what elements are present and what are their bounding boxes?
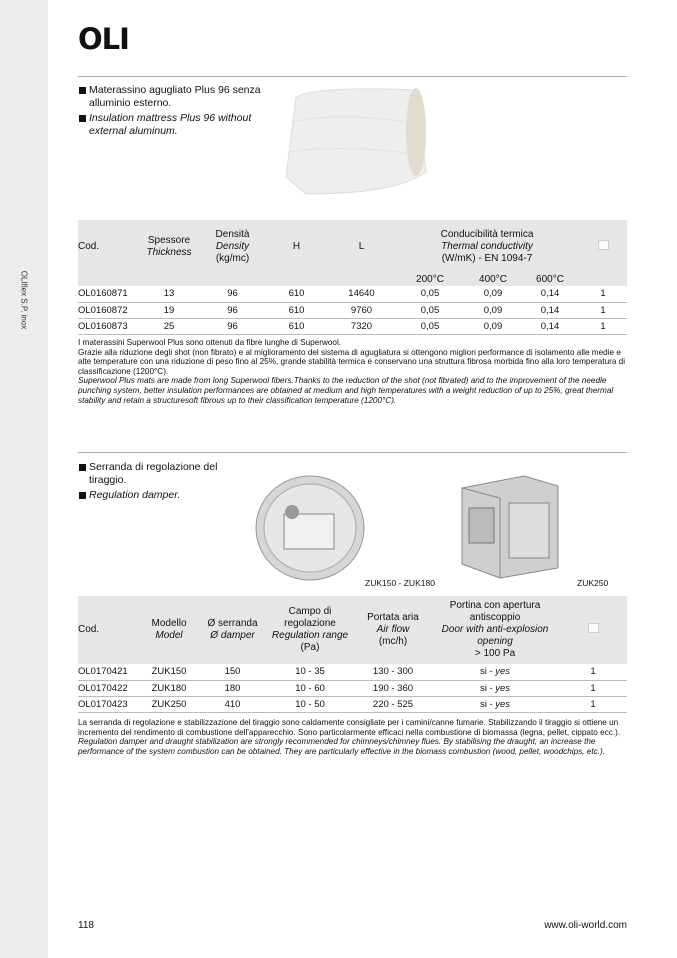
cell: 410 — [200, 696, 265, 712]
cell: OL0170421 — [78, 664, 138, 680]
table-row — [78, 286, 627, 302]
package-icon — [598, 240, 609, 250]
table-row — [78, 302, 627, 318]
cell: 25 — [138, 318, 200, 334]
cell: ZUK150 — [138, 664, 200, 680]
cell: 1 — [579, 286, 627, 302]
table-row — [78, 680, 627, 696]
cell: 130 - 300 — [355, 664, 431, 680]
page-number: 118 — [78, 920, 94, 931]
cell: 10 - 60 — [265, 680, 355, 696]
col-200: 200°C — [416, 274, 444, 285]
cell: 0,05 — [395, 286, 465, 302]
cell: 96 — [200, 302, 265, 318]
cell: 180 — [200, 680, 265, 696]
cell: 150 — [200, 664, 265, 680]
col-conductivity: Conducibilità termica Thermal conductivity (W/mK) - EN 1094-7 — [440, 229, 534, 264]
cell: 1 — [559, 680, 627, 696]
cell: ZUK250 — [138, 696, 200, 712]
package-icon — [588, 623, 599, 633]
cell: OL0160873 — [78, 318, 138, 334]
insulation-table — [78, 220, 627, 335]
damper-bullets — [78, 461, 228, 504]
description-1: I materassini Superwool Plus sono ottenuti da fibre lunghe di Superwool. Grazie alla riduzione degli shot (non fibrato) e al miglioramento del sistema di agugliatura si ottengono migliori performance di isolamento alle medie e alte temperature con una riduzione di peso fino al 25%, grande stabilità termica e conservano una struttura fibrosa morbida fino alla loro temperatura di classificazione (1200°C). Superwool Plus mats are made from long Superwool fibers.Thanks to the reduction of the shot (not fibrated) and to the improvement of the needle punching system, better insulation performances are obtained at medium and high temperatures with a weight reduction of up to 25%, great thermal stability and retain a structuresoft fibrous up to their classification temperature (1200°C). — [78, 338, 626, 405]
bullet-it: Materassino agugliato Plus 96 senza alluminio esterno. — [78, 84, 268, 110]
insulation-mattress-image — [276, 82, 432, 202]
cell: 190 - 360 — [355, 680, 431, 696]
cell: 1 — [579, 302, 627, 318]
cell: 610 — [265, 286, 328, 302]
bullet-en: Regulation damper. — [78, 489, 228, 502]
cell: 1 — [579, 318, 627, 334]
cell: 1 — [559, 696, 627, 712]
damper-table — [78, 596, 627, 713]
website-link[interactable]: www.oli-world.com — [544, 920, 627, 931]
cell: 7320 — [328, 318, 395, 334]
cell: OL0170422 — [78, 680, 138, 696]
col-l: L — [358, 241, 365, 252]
col-door: Portina con apertura antiscoppio Door with anti-explosion opening > 100 Pa — [441, 600, 549, 659]
col-airflow: Portata aria Air flow (mc/h) — [367, 612, 419, 647]
sidebar — [0, 0, 48, 958]
caption-zuk250: ZUK250 — [577, 578, 609, 588]
col-diameter: Ø serranda Ø damper — [207, 618, 258, 641]
cell: ZUK180 — [138, 680, 200, 696]
box-damper-image — [454, 468, 564, 580]
cell: 0,09 — [465, 302, 521, 318]
col-600: 600°C — [536, 274, 564, 285]
cell: 610 — [265, 302, 328, 318]
col-400: 400°C — [479, 274, 507, 285]
sidebar-label: OLIflex S.P. inox — [19, 270, 29, 330]
cell: 14640 — [328, 286, 395, 302]
table-row — [78, 664, 627, 680]
table-row — [78, 318, 627, 334]
cell: si - yes — [431, 696, 559, 712]
col-cod: Cod. — [78, 624, 100, 635]
cell: 1 — [559, 664, 627, 680]
cell: 9760 — [328, 302, 395, 318]
cell: 10 - 50 — [265, 696, 355, 712]
cell: 0,14 — [521, 318, 579, 334]
cell: si - yes — [431, 664, 559, 680]
round-damper-image — [254, 474, 366, 582]
col-model: Modello Model — [151, 618, 187, 641]
cell: 0,09 — [465, 318, 521, 334]
bullet-en: Insulation mattress Plus 96 without external aluminum. — [78, 112, 268, 138]
col-cod: Cod. — [78, 241, 100, 252]
cell: 13 — [138, 286, 200, 302]
cell: 10 - 35 — [265, 664, 355, 680]
cell: OL0160872 — [78, 302, 138, 318]
cell: 0,05 — [395, 302, 465, 318]
product-bullets — [78, 84, 268, 140]
description-2: La serranda di regolazione e stabilizzazione del tiraggio sono caldamente consigliate per i camini/canne fumarie. Stabilizzando il tiraggio si ottiene un incremento del rendimento di combustione dell'apparecchio. Sono particolarmente efficaci nella combustione di biomassa (legna, pellet, cippato ecc.). Regulation damper and draught stabilization are strongly recommended for chimneys/chimney flues. By stabilising the draught, an increase the performance of the system combustion can be obtained. They are particularly effective in the biomass combustion (wood, pellet, woodchips, etc.). — [78, 718, 621, 756]
cell: 220 - 525 — [355, 696, 431, 712]
cell: OL0170423 — [78, 696, 138, 712]
cell: 96 — [200, 286, 265, 302]
cell: 0,14 — [521, 286, 579, 302]
divider — [78, 76, 627, 77]
caption-zuk150-180: ZUK150 - ZUK180 — [365, 578, 435, 588]
col-range: Campo di regolazione Regulation range (Pa) — [271, 606, 349, 653]
oli-logo: OLI — [78, 22, 129, 56]
cell: si - yes — [431, 680, 559, 696]
cell: 0,09 — [465, 286, 521, 302]
cell: 19 — [138, 302, 200, 318]
divider — [78, 452, 627, 453]
table-row — [78, 696, 627, 712]
bullet-it: Serranda di regolazione del tiraggio. — [78, 461, 228, 487]
col-thickness: Spessore Thickness — [146, 235, 192, 258]
cell: 0,14 — [521, 302, 579, 318]
cell: 0,05 — [395, 318, 465, 334]
col-density: Densità Density (kg/mc) — [215, 229, 250, 264]
col-h: H — [292, 241, 301, 252]
cell: OL0160871 — [78, 286, 138, 302]
cell: 96 — [200, 318, 265, 334]
cell: 610 — [265, 318, 328, 334]
